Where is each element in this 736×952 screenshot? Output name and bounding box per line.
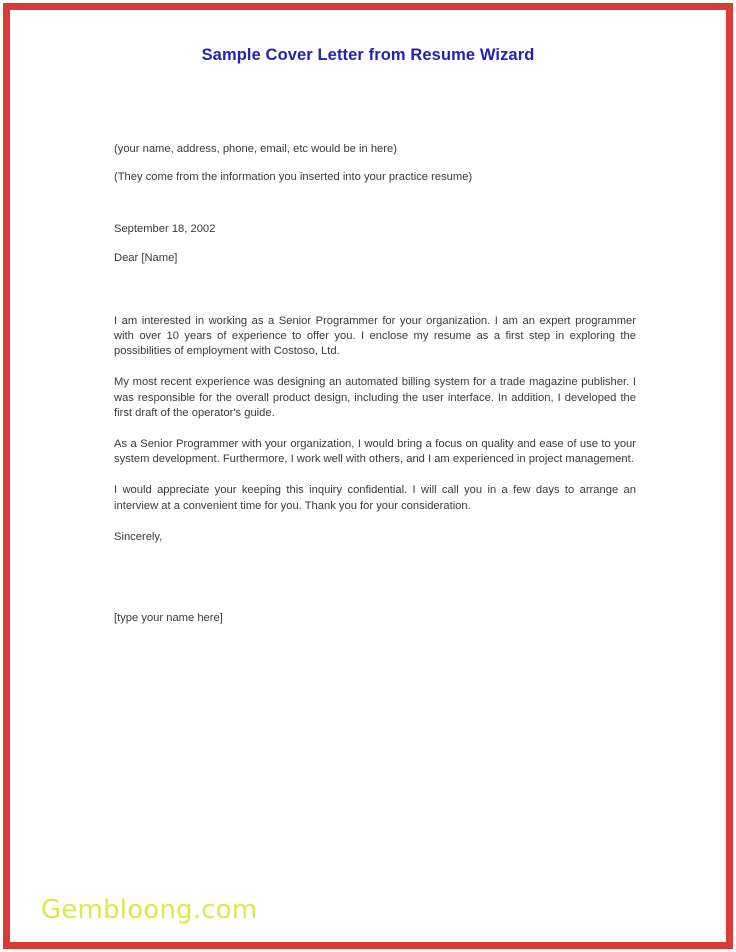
letter-paragraph-2: My most recent experience was designing an automated billing system for a trade magazine publisher. I was responsible for the overall product design, including the user interface. In addition, I developed the first draft of the operator's guide. — [114, 376, 636, 419]
letter-paragraph-3: As a Senior Programmer with your organization, I would bring a focus on quality and ease of use to your system development. Furthermore, I work well with others, and I am experienced in project management. — [114, 438, 636, 466]
spacer-before-date — [114, 201, 636, 222]
letter-body — [114, 142, 636, 642]
site-watermark: Gembloong.com — [41, 895, 258, 925]
letter-date: September 18, 2002 — [114, 223, 216, 236]
page-red-frame — [3, 3, 733, 949]
header-note-2: (They come from the information you inserted into your practice resume) — [114, 171, 473, 184]
signature-space — [114, 561, 636, 611]
header-note-1: (your name, address, phone, email, etc would be in here) — [114, 143, 397, 155]
signature-placeholder: [type your name here] — [114, 612, 223, 625]
spacer-before-body — [114, 282, 636, 314]
letter-paragraph-4: I would appreciate your keeping this inquiry confidential. I will call you in a few days to arrange an interview at a convenient time for you. Thank you for your consideration. — [114, 484, 636, 512]
letter-sheet — [10, 10, 726, 942]
letter-salutation: Dear [Name] — [114, 251, 178, 264]
letter-paragraph-1: I am interested in working as a Senior Programmer for your organization. I am an expert programmer with over 10 years of experience to offer you. I enclose my resume as a first step in exploring the possibilities of employment with Costoso, Ltd. — [114, 314, 636, 358]
page-title: Sample Cover Letter from Resume Wizard — [201, 46, 535, 64]
letter-closing: Sincerely, — [114, 530, 163, 543]
